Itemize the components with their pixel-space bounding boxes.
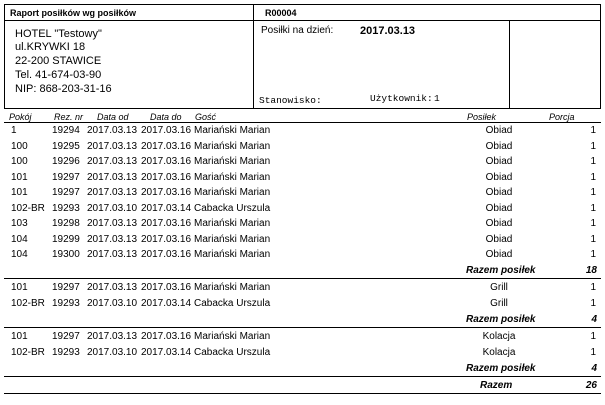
- hotel-nip: NIP: 868-203-31-16: [15, 83, 112, 95]
- cell-posilek: Obiad: [485, 156, 513, 167]
- cell-rez-nr: 19297: [52, 282, 80, 293]
- cell-data-od: 2017.03.13: [87, 218, 138, 229]
- cell-data-do: 2017.03.14: [141, 202, 192, 214]
- cell-pokoj: 1: [11, 125, 17, 136]
- cell-posilek: Obiad: [485, 202, 513, 214]
- cell-rez-nr: 19298: [52, 218, 80, 229]
- cell-posilek: Obiad: [485, 233, 513, 245]
- cell-data-od: 2017.03.13: [87, 249, 138, 260]
- user-label: Użytkownik:: [370, 93, 433, 104]
- cell-gosc: Mariański Marian: [194, 218, 271, 229]
- column-header-underline: [4, 122, 601, 123]
- cell-pokoj: 104: [11, 233, 28, 245]
- group-total-value: 4: [591, 363, 597, 374]
- table-row: [0, 203, 605, 219]
- col-header-pokoj: Pokój: [9, 112, 32, 122]
- cell-gosc: Mariański Marian: [194, 282, 271, 293]
- grand-total-divider: [4, 376, 601, 377]
- cell-gosc: Mariański Marian: [194, 233, 271, 245]
- cell-posilek: Obiad: [485, 218, 513, 229]
- cell-pokoj: 102-BR: [11, 297, 45, 309]
- report-title: Raport posiłków wg posiłków: [10, 8, 137, 18]
- col-header-posilek: Posiłek: [467, 112, 497, 122]
- table-row: [0, 218, 605, 234]
- group-total-value: 4: [591, 314, 597, 325]
- group-total-label: Razem posiłek: [466, 314, 536, 325]
- cell-rez-nr: 19294: [52, 125, 80, 136]
- cell-rez-nr: 19297: [52, 331, 80, 342]
- cell-pokoj: 101: [11, 331, 28, 342]
- cell-porcja: 1: [590, 249, 596, 260]
- cell-porcja: 1: [590, 187, 596, 198]
- col-header-porcja: Porcja: [549, 112, 575, 122]
- cell-rez-nr: 19300: [52, 249, 80, 260]
- cell-rez-nr: 19299: [52, 233, 80, 245]
- cell-gosc: Mariański Marian: [194, 331, 271, 342]
- date-value: 2017.03.13: [360, 25, 416, 37]
- cell-porcja: 1: [590, 233, 596, 245]
- cell-pokoj: 101: [11, 282, 28, 293]
- cell-data-od: 2017.03.10: [87, 297, 138, 309]
- cell-data-od: 2017.03.13: [87, 156, 138, 167]
- cell-porcja: 1: [590, 171, 596, 183]
- cell-data-do: 2017.03.16: [141, 187, 192, 198]
- cell-data-od: 2017.03.13: [87, 187, 138, 198]
- cell-pokoj: 101: [11, 171, 28, 183]
- cell-data-do: 2017.03.16: [141, 249, 192, 260]
- cell-data-do: 2017.03.16: [141, 140, 192, 152]
- cell-rez-nr: 19293: [52, 346, 80, 358]
- cell-pokoj: 100: [11, 156, 28, 167]
- table-row: [0, 331, 605, 347]
- grand-total-value: 26: [585, 380, 597, 391]
- cell-rez-nr: 19295: [52, 140, 80, 152]
- table-row: [0, 282, 605, 298]
- cell-rez-nr: 19296: [52, 156, 80, 167]
- header-divider-right: [509, 20, 510, 109]
- cell-pokoj: 102-BR: [11, 346, 45, 358]
- cell-pokoj: 103: [11, 218, 28, 229]
- cell-pokoj: 104: [11, 249, 28, 260]
- cell-posilek: Obiad: [485, 140, 513, 152]
- cell-data-do: 2017.03.16: [141, 171, 192, 183]
- cell-data-od: 2017.03.13: [87, 125, 138, 136]
- cell-data-od: 2017.03.10: [87, 202, 138, 214]
- cell-posilek: Obiad: [485, 171, 513, 183]
- header-divider-left: [253, 4, 254, 109]
- cell-gosc: Mariański Marian: [194, 249, 271, 260]
- cell-pokoj: 102-BR: [11, 202, 45, 214]
- user-value: 1: [434, 93, 440, 104]
- table-row: [0, 172, 605, 188]
- cell-data-od: 2017.03.13: [87, 171, 138, 183]
- cell-posilek: Obiad: [485, 125, 513, 136]
- cell-porcja: 1: [590, 282, 596, 293]
- cell-posilek: Kolacja: [482, 346, 516, 358]
- table-row: [0, 347, 605, 363]
- table-row: [0, 125, 605, 141]
- cell-data-do: 2017.03.16: [141, 125, 192, 136]
- grand-total-underline: [4, 393, 601, 394]
- header-title-divider: [4, 20, 601, 21]
- cell-data-do: 2017.03.14: [141, 297, 192, 309]
- cell-posilek: Obiad: [485, 249, 513, 260]
- station-label: Stanowisko:: [259, 95, 322, 106]
- cell-rez-nr: 19297: [52, 187, 80, 198]
- cell-porcja: 1: [590, 202, 596, 214]
- cell-porcja: 1: [590, 346, 596, 358]
- cell-pokoj: 100: [11, 140, 28, 152]
- cell-porcja: 1: [590, 140, 596, 152]
- cell-gosc: Cabacka Urszula: [194, 346, 271, 358]
- group-total-value: 18: [585, 265, 597, 276]
- hotel-street: ul.KRYWKI 18: [15, 41, 86, 53]
- cell-gosc: Cabacka Urszula: [194, 297, 271, 309]
- cell-data-do: 2017.03.16: [141, 282, 192, 293]
- cell-rez-nr: 19293: [52, 297, 80, 309]
- cell-gosc: Mariański Marian: [194, 125, 271, 136]
- cell-porcja: 1: [590, 218, 596, 229]
- table-row: [0, 187, 605, 203]
- cell-posilek: Kolacja: [482, 331, 516, 342]
- report-code: R00004: [265, 8, 297, 18]
- cell-data-od: 2017.03.13: [87, 140, 138, 152]
- cell-posilek: Obiad: [485, 187, 513, 198]
- group-divider: [4, 327, 601, 328]
- cell-posilek: Grill: [490, 282, 508, 293]
- cell-pokoj: 101: [11, 187, 28, 198]
- grand-total-label: Razem: [480, 380, 513, 391]
- cell-data-do: 2017.03.16: [141, 156, 192, 167]
- cell-gosc: Mariański Marian: [194, 171, 271, 183]
- cell-porcja: 1: [590, 331, 596, 342]
- cell-porcja: 1: [590, 297, 596, 309]
- group-divider: [4, 278, 601, 279]
- table-row: [0, 141, 605, 157]
- cell-porcja: 1: [590, 156, 596, 167]
- cell-posilek: Grill: [490, 297, 508, 309]
- table-row: [0, 156, 605, 172]
- date-label: Posiłki na dzień:: [261, 25, 334, 36]
- cell-gosc: Mariański Marian: [194, 156, 271, 167]
- table-row: [0, 298, 605, 314]
- table-row: [0, 234, 605, 250]
- cell-data-do: 2017.03.16: [141, 233, 192, 245]
- cell-rez-nr: 19297: [52, 171, 80, 183]
- cell-rez-nr: 19293: [52, 202, 80, 214]
- group-total-label: Razem posiłek: [466, 363, 536, 374]
- hotel-phone: Tel. 41-674-03-90: [15, 69, 102, 81]
- cell-porcja: 1: [590, 125, 596, 136]
- cell-data-od: 2017.03.13: [87, 233, 138, 245]
- cell-gosc: Cabacka Urszula: [194, 202, 271, 214]
- cell-data-od: 2017.03.13: [87, 331, 138, 342]
- cell-data-do: 2017.03.16: [141, 331, 192, 342]
- hotel-name: HOTEL "Testowy": [15, 28, 102, 40]
- cell-gosc: Mariański Marian: [194, 187, 271, 198]
- table-row: [0, 249, 605, 265]
- hotel-city: 22-200 STAWICE: [15, 55, 102, 67]
- cell-data-od: 2017.03.13: [87, 282, 138, 293]
- col-header-data-od: Data od: [97, 112, 129, 122]
- cell-data-do: 2017.03.16: [141, 218, 192, 229]
- cell-data-od: 2017.03.10: [87, 346, 138, 358]
- col-header-gosc: Gość: [195, 112, 217, 122]
- group-total-label: Razem posiłek: [466, 265, 536, 276]
- col-header-rez-nr: Rez. nr: [54, 112, 84, 122]
- cell-data-do: 2017.03.14: [141, 346, 192, 358]
- col-header-data-do: Data do: [150, 112, 182, 122]
- cell-gosc: Mariański Marian: [194, 140, 271, 152]
